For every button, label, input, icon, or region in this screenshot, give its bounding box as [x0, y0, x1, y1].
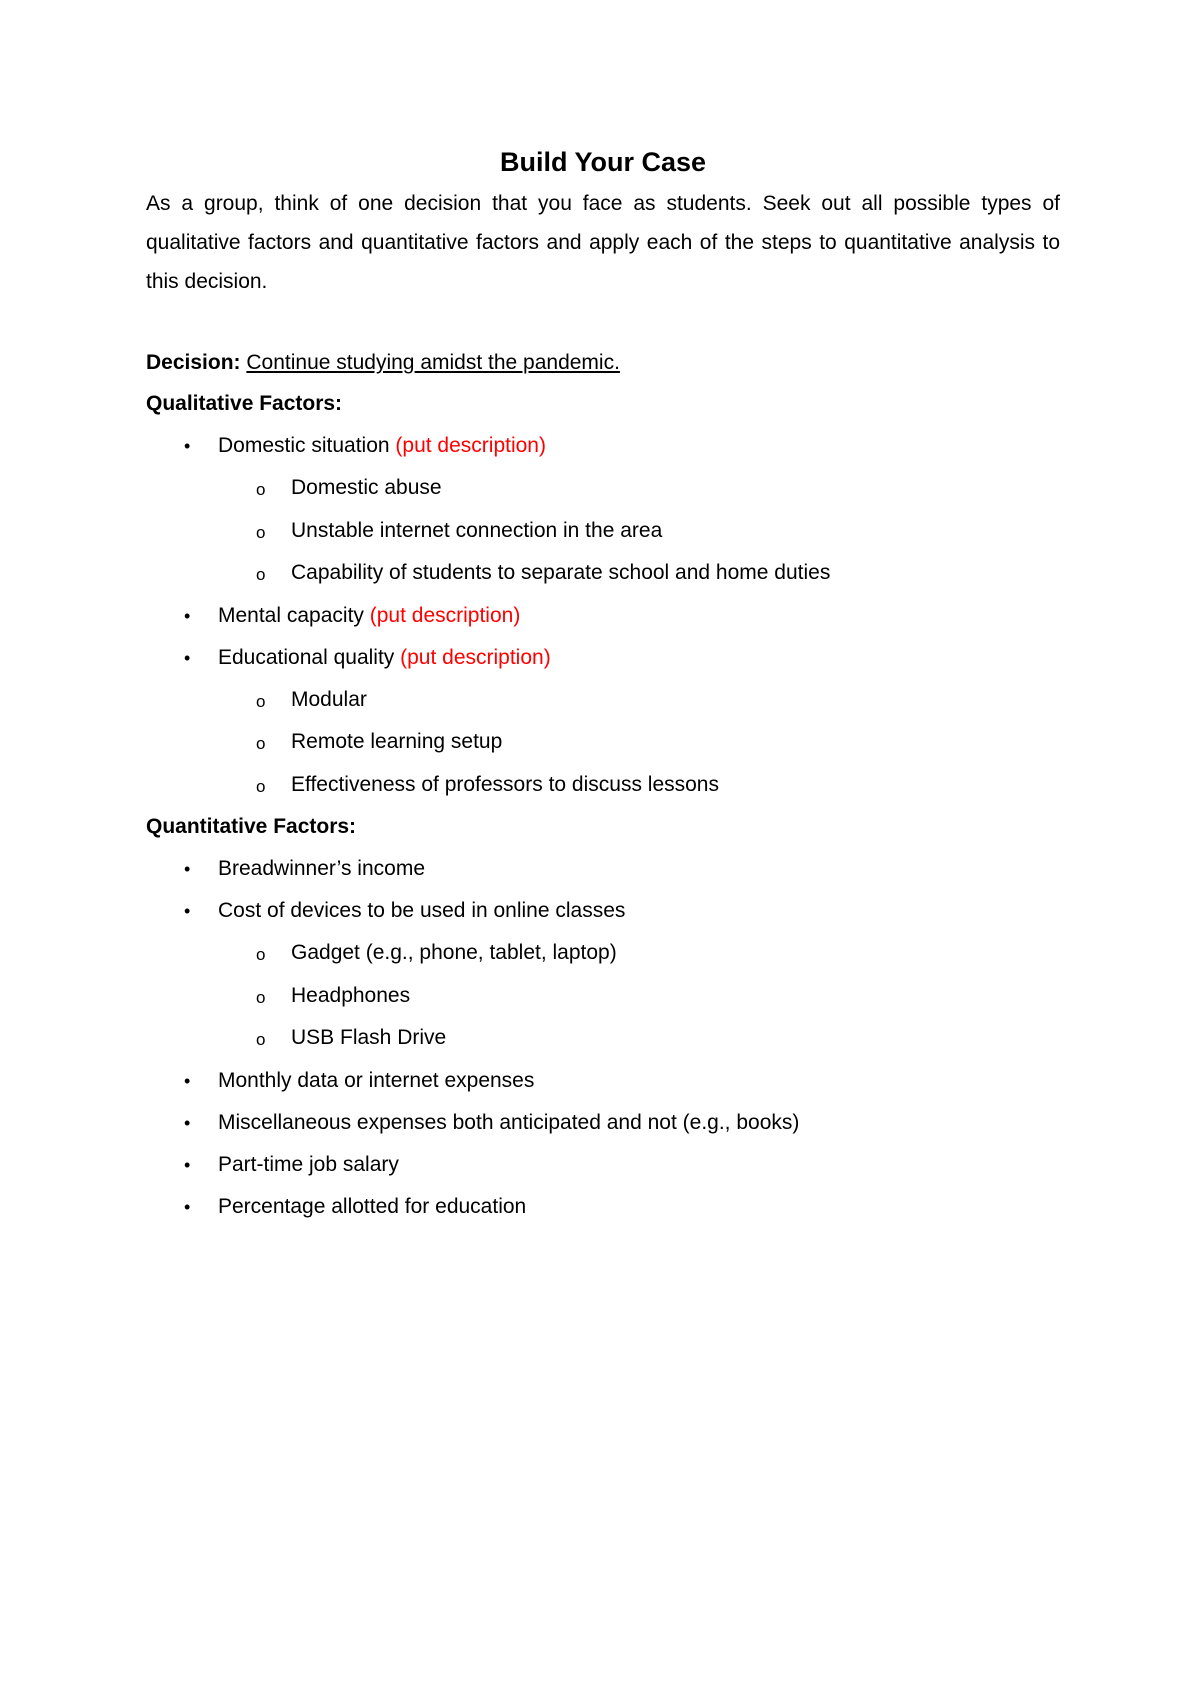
list-item-text: Part-time job salary [218, 1152, 399, 1176]
list-subitem [146, 679, 1060, 722]
quantitative-heading: Quantitative Factors: [146, 815, 357, 838]
list-subitem [146, 510, 1060, 553]
list-item-text: Educational quality [218, 645, 401, 669]
sub-bullet-icon: o [256, 522, 266, 542]
sub-bullet-icon: o [256, 565, 266, 584]
sub-bullet-icon: o [256, 480, 266, 499]
decision-label: Decision: [146, 351, 241, 374]
list-item [146, 1144, 1060, 1186]
description-placeholder: (put description) [369, 603, 521, 627]
list-subitem-text: USB Flash Drive [291, 1026, 447, 1049]
qualitative-list [146, 425, 1060, 806]
intro-paragraph: As a group, think of one decision that you face as students. Seek out all possible types of qualitative factors and quantitative factors and apply each of the steps to quantitative analysis to this decision. [146, 192, 1060, 293]
list-subitem [146, 764, 1060, 807]
decision-text: Continue studying amidst the pandemic. [246, 351, 620, 374]
list-item [146, 848, 1060, 890]
bullet-icon: • [184, 1112, 191, 1133]
list-item [146, 595, 1060, 637]
bullet-icon: • [184, 1196, 191, 1217]
sub-bullet-icon: o [256, 1030, 266, 1049]
list-subitem-text: Modular [291, 687, 367, 711]
list-item-text: Monthly data or internet expenses [218, 1068, 535, 1092]
list-subitem [146, 1017, 1060, 1060]
document-page [146, 142, 1060, 1228]
description-placeholder: (put description) [395, 434, 546, 457]
list-subitem [146, 552, 1060, 595]
list-subitem-text: Gadget (e.g., phone, tablet, laptop) [291, 941, 617, 964]
list-item [146, 1186, 1060, 1228]
list-item-text: Domestic situation [218, 434, 396, 457]
list-subitem-text: Unstable internet connection in the area [291, 518, 663, 542]
decision-line [146, 343, 1060, 383]
bullet-icon: • [184, 1154, 191, 1175]
list-subitem-text: Capability of students to separate school and home duties [291, 561, 831, 584]
bullet-icon: • [184, 436, 191, 456]
list-item [146, 637, 1060, 679]
list-item-text: Breadwinner’s income [218, 857, 425, 880]
bullet-icon: • [184, 647, 191, 668]
sub-bullet-icon: o [256, 987, 266, 1007]
list-item-text: Cost of devices to be used in online classes [218, 899, 626, 922]
bullet-icon: • [184, 605, 191, 626]
list-subitem [146, 932, 1060, 975]
document-title: Build Your Case [499, 147, 707, 177]
list-subitem [146, 721, 1060, 764]
list-item-text: Percentage allotted for education [218, 1194, 527, 1218]
list-item-text: Mental capacity [218, 603, 370, 627]
list-item [146, 1060, 1060, 1102]
sub-bullet-icon: o [256, 945, 266, 964]
list-item [146, 425, 1060, 467]
bullet-icon: • [184, 901, 191, 921]
sub-bullet-icon: o [256, 691, 266, 711]
list-subitem [146, 467, 1060, 510]
quantitative-list [146, 848, 1060, 1228]
bullet-icon: • [184, 859, 191, 879]
list-subitem [146, 975, 1060, 1018]
description-placeholder: (put description) [400, 645, 551, 669]
qualitative-heading: Qualitative Factors: [146, 392, 343, 415]
sub-bullet-icon: o [256, 776, 266, 796]
list-subitem-text: Remote learning setup [291, 730, 503, 753]
sub-bullet-icon: o [256, 734, 266, 753]
list-subitem-text: Headphones [291, 983, 411, 1007]
list-item [146, 1102, 1060, 1144]
list-subitem-text: Effectiveness of professors to discuss lessons [291, 772, 719, 796]
list-item [146, 890, 1060, 932]
list-subitem-text: Domestic abuse [291, 476, 442, 499]
bullet-icon: • [184, 1070, 191, 1091]
list-item-text: Miscellaneous expenses both anticipated and not (e.g., books) [218, 1110, 800, 1134]
